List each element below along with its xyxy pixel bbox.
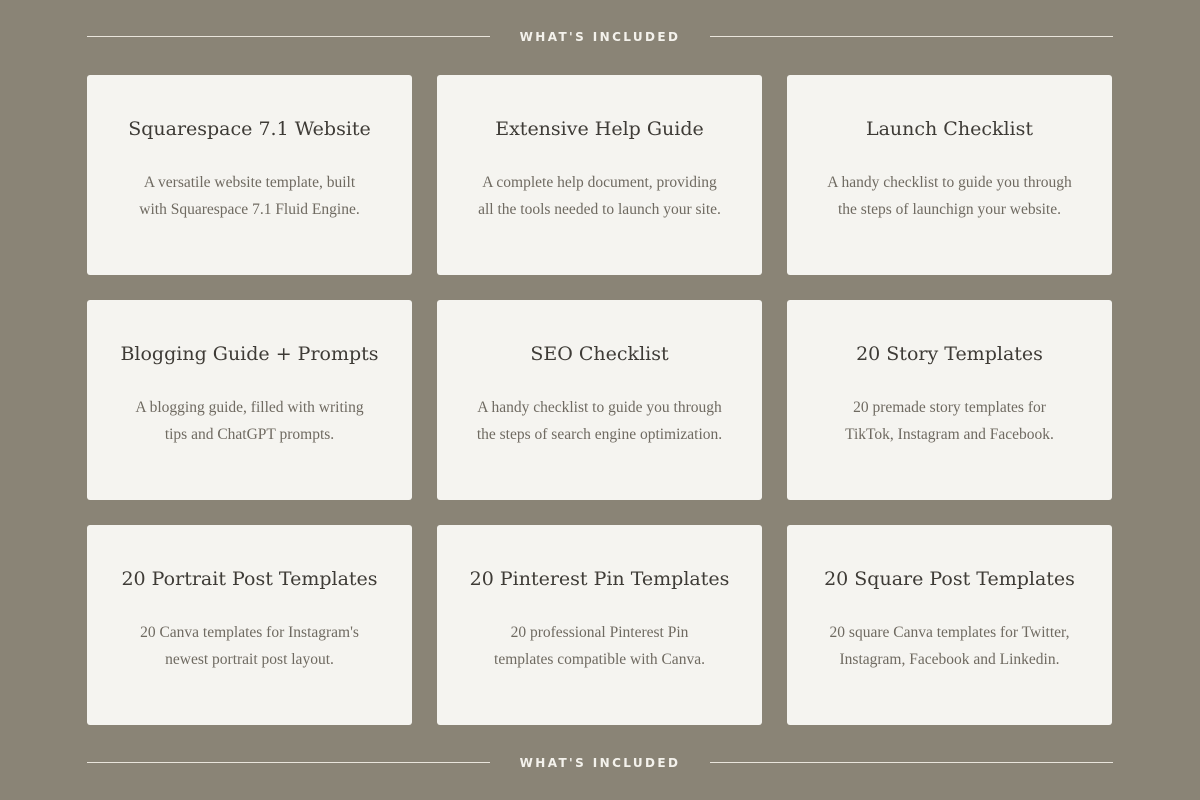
card-title: 20 Portrait Post Templates <box>121 568 378 590</box>
card-description <box>805 619 1094 673</box>
card-description <box>455 619 744 673</box>
card-description-line: 20 premade story templates for <box>853 399 1046 416</box>
divider-line-left <box>87 36 490 37</box>
card-description-line: 20 professional Pinterest Pin <box>510 624 689 641</box>
card-description-line: A complete help document, providing <box>482 174 717 191</box>
card-description-line: TikTok, Instagram and Facebook. <box>845 426 1054 443</box>
card-description-line: the steps of launchign your website. <box>838 201 1061 218</box>
card-description-line: Instagram, Facebook and Linkedin. <box>839 651 1060 668</box>
card-seo-checklist <box>437 300 762 500</box>
card-title: Squarespace 7.1 Website <box>128 118 371 140</box>
card-description-line: A handy checklist to guide you through <box>827 174 1072 191</box>
card-title: 20 Pinterest Pin Templates <box>469 568 730 590</box>
included-items-grid <box>87 75 1113 725</box>
card-description-line: all the tools needed to launch your site. <box>478 201 721 218</box>
card-description-line: the steps of search engine optimization. <box>476 426 723 443</box>
card-description-line: A blogging guide, filled with writing <box>135 399 364 416</box>
section-footer-heading: WHAT'S INCLUDED <box>519 756 681 770</box>
card-squarespace-website <box>87 75 412 275</box>
section-heading: WHAT'S INCLUDED <box>519 30 681 44</box>
card-description-line: tips and ChatGPT prompts. <box>164 426 335 443</box>
card-title: SEO Checklist <box>530 343 669 365</box>
bottom-divider <box>87 753 1113 773</box>
card-description <box>455 394 744 448</box>
card-square-post-templates <box>787 525 1112 725</box>
card-description <box>455 169 744 223</box>
card-description-line: newest portrait post layout. <box>165 651 334 668</box>
divider-line-left <box>87 762 490 763</box>
card-description-line: 20 Canva templates for Instagram's <box>140 624 359 641</box>
card-portrait-post-templates <box>87 525 412 725</box>
card-title: Launch Checklist <box>865 118 1034 140</box>
card-description-line: A handy checklist to guide you through <box>477 399 722 416</box>
card-help-guide <box>437 75 762 275</box>
card-blogging-guide <box>87 300 412 500</box>
card-description <box>805 394 1094 448</box>
card-description-line: A versatile website template, built <box>143 174 356 191</box>
card-pinterest-pin-templates <box>437 525 762 725</box>
card-launch-checklist <box>787 75 1112 275</box>
card-description <box>105 619 394 673</box>
top-divider <box>87 27 1113 47</box>
card-description <box>105 169 394 223</box>
card-title: Blogging Guide + Prompts <box>120 343 379 365</box>
card-title: 20 Story Templates <box>856 343 1043 365</box>
card-title: Extensive Help Guide <box>495 118 704 140</box>
card-story-templates <box>787 300 1112 500</box>
card-description-line: templates compatible with Canva. <box>494 651 705 668</box>
card-description-line: 20 square Canva templates for Twitter, <box>829 624 1070 641</box>
divider-line-right <box>710 762 1113 763</box>
card-description-line: with Squarespace 7.1 Fluid Engine. <box>139 201 360 218</box>
card-description <box>805 169 1094 223</box>
card-description <box>105 394 394 448</box>
divider-line-right <box>710 36 1113 37</box>
card-title: 20 Square Post Templates <box>824 568 1075 590</box>
